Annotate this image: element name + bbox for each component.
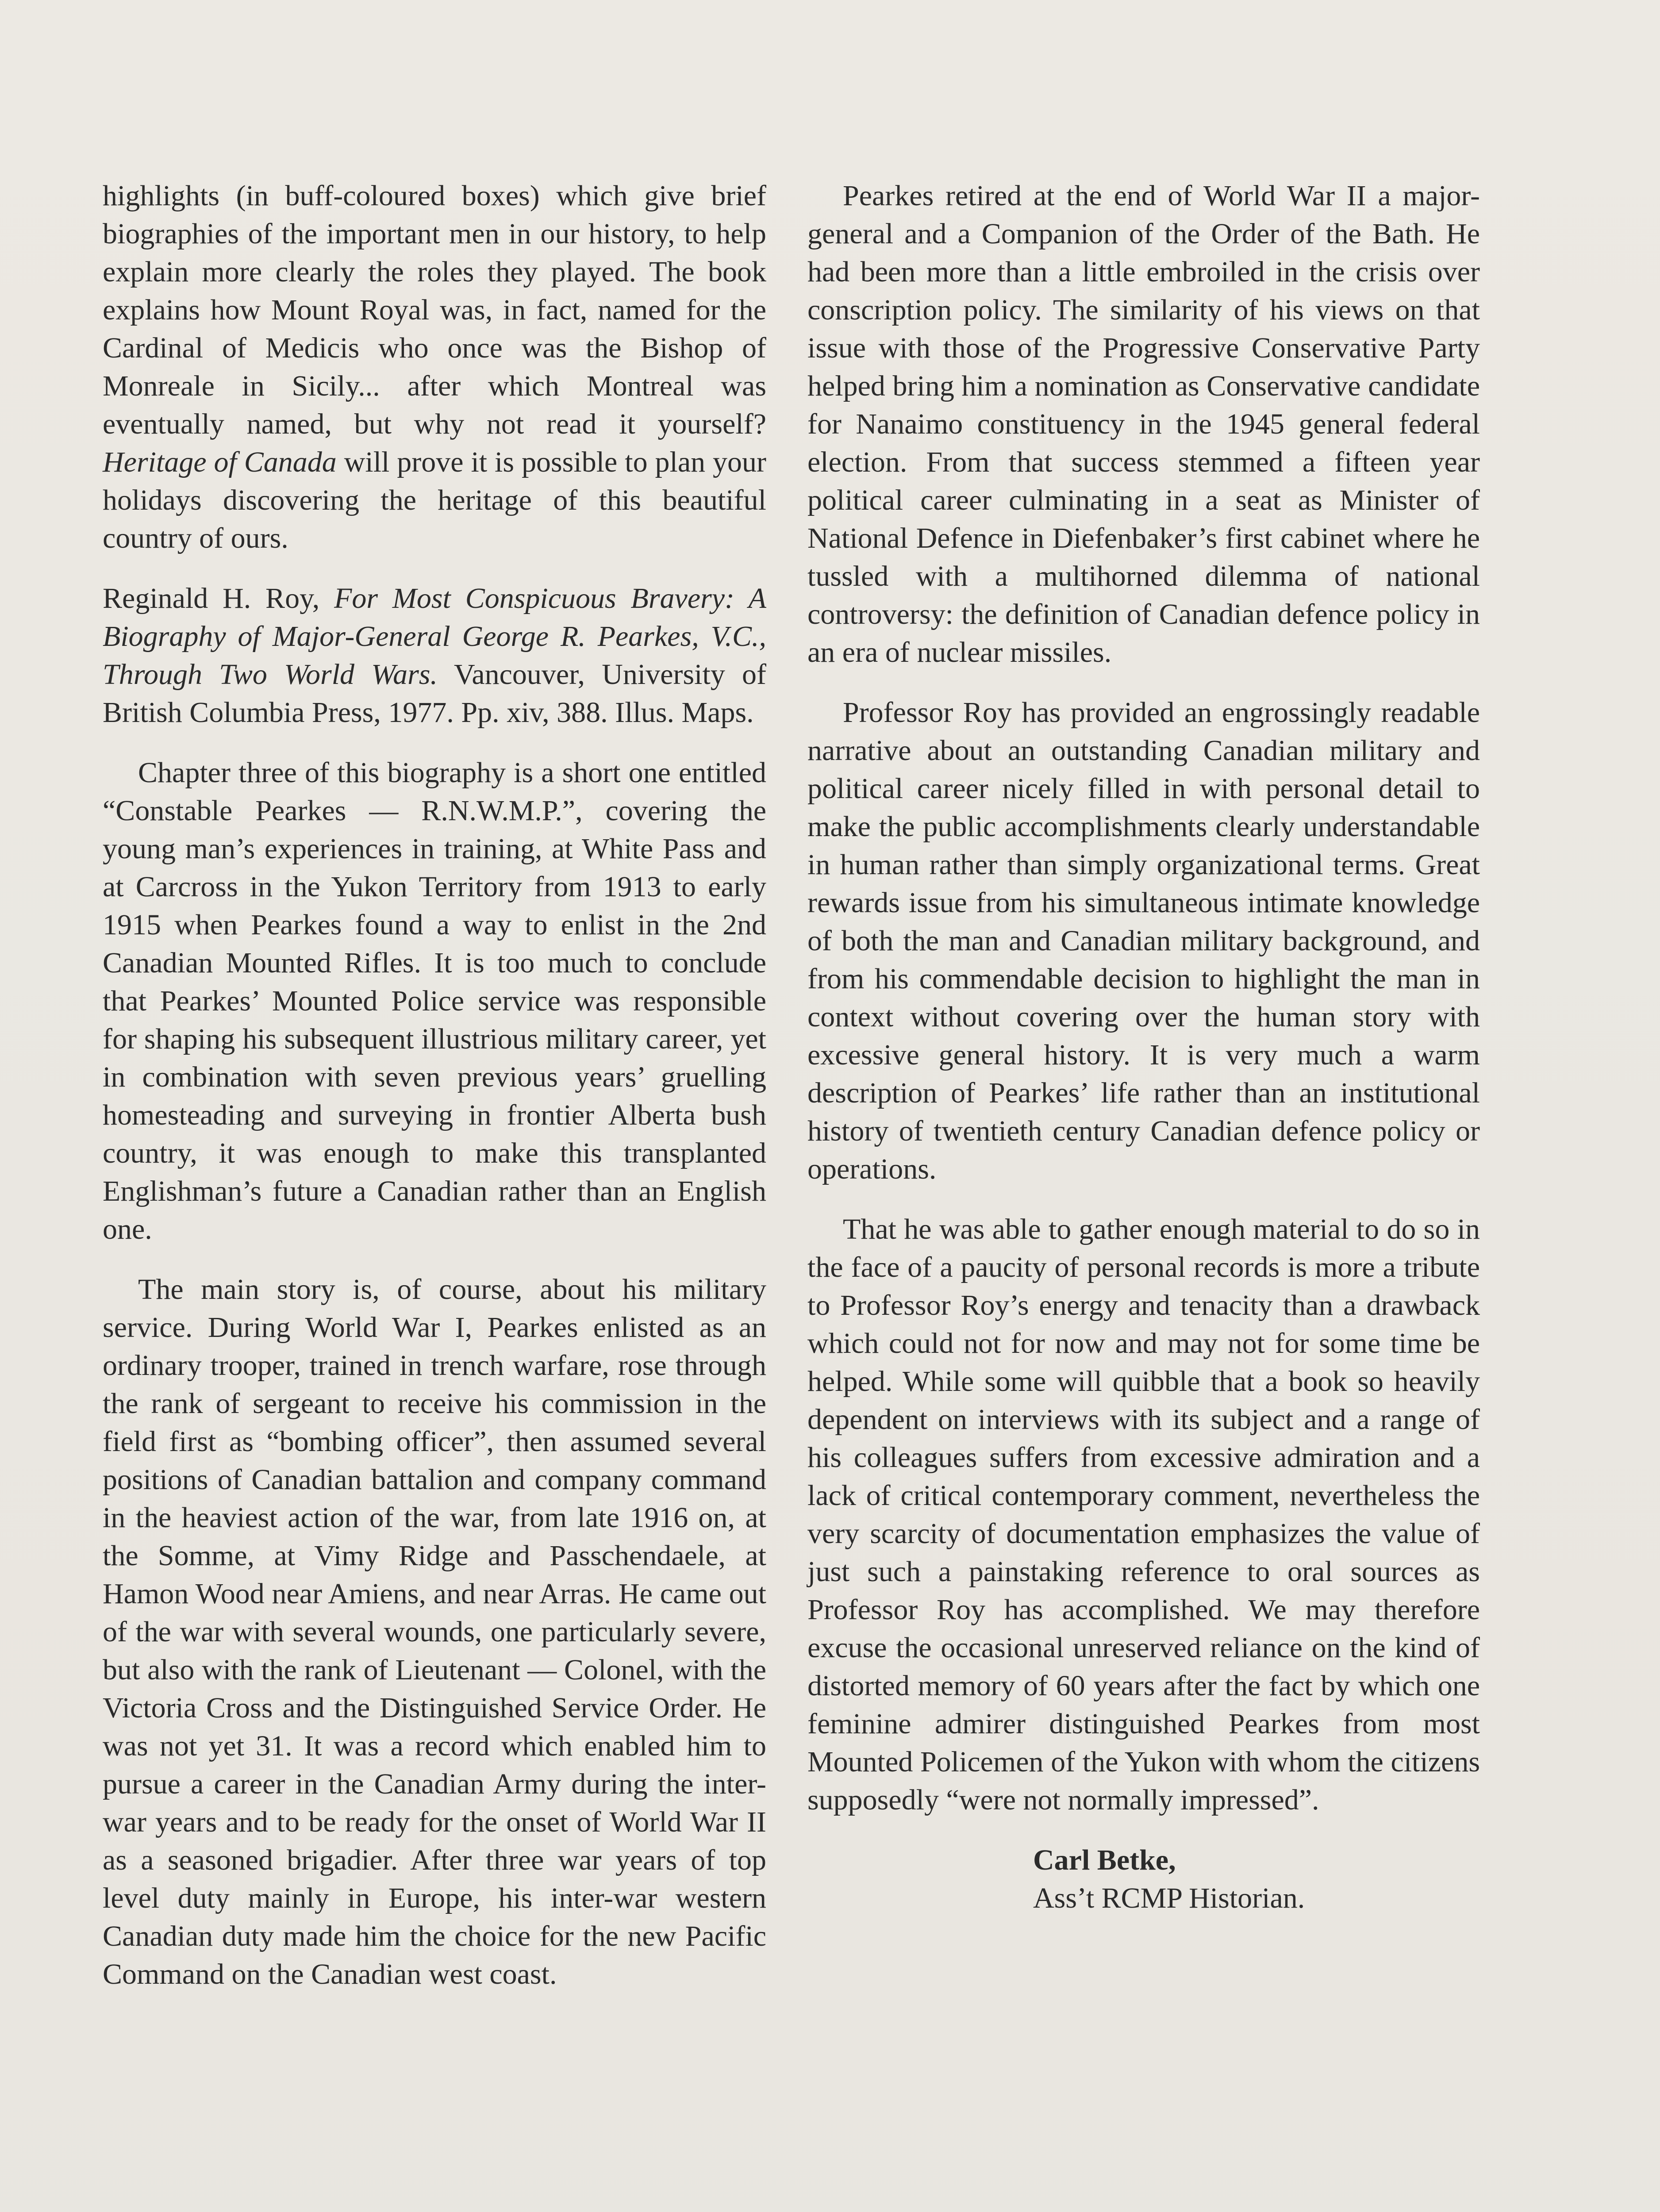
- citation-title: For Most Conspicuous Bravery: A Biography of Major-General George R. Pearkes, V.C., Through Two World Wars.: [103, 582, 766, 691]
- left-column: [103, 177, 766, 2016]
- article-paragraph: [103, 177, 766, 557]
- book-citation: [103, 580, 766, 732]
- right-column: [807, 177, 1480, 1917]
- article-paragraph: Pearkes retired at the end of World War II a major-general and a Companion of the Order of the Bath. He had been more than a little embroiled in the crisis over conscription policy. The similarity of his views on that issue with those of the Progressive Conservative Party helped bring him a nomination as Conservative candidate for Nanaimo constituency in the 1945 general federal election. From that success stemmed a fifteen year political career culminating in a seat as Minister of National Defence in Diefenbaker’s first cabinet where he tussled with a multihorned dilemma of national controversy: the definition of Canadian defence policy in an era of nuclear missiles.: [807, 180, 1480, 668]
- citation-publisher: Vancouver, University of British Columbia Press, 1977. Pp. xiv, 388. Illus. Maps.: [103, 658, 766, 729]
- paragraph-text: highlights (in buff-coloured boxes) which give brief biographies of the important men in our history, to help explain more clearly the roles they played. The book explains how Mount Royal was, in fact, named for the Cardinal of Medicis who once was the Bishop of Monreale in Sicily... after which Montreal was eventually named, but why not read it yourself?: [103, 180, 766, 440]
- reviewer-title: Ass’t RCMP Historian.: [1033, 1882, 1305, 1914]
- article-paragraph: That he was able to gather enough material to do so in the face of a paucity of personal records is more a tribute to Professor Roy’s energy and tenacity than a drawback which could not for now and may not for some time be helped. While some will quibble that a book so heavily dependent on interviews with its subject and a range of his colleagues suffers from excessive admiration and a lack of critical contemporary comment, nevertheless the very scarcity of documentation emphasizes the value of just such a painstaking reference to oral sources as Professor Roy has accomplished. We may therefore excuse the occasional unreserved reliance on the kind of distorted memory of 60 years after the fact by which one feminine admirer distinguished Pearkes from most Mounted Policemen of the Yukon with whom the citizens supposedly “were not normally impressed”.: [807, 1213, 1480, 1816]
- reviewer-name: Carl Betke,: [1033, 1844, 1176, 1876]
- paragraph-text: will prove it is possible to plan your holidays discovering the heritage of this beautiful country of ours.: [103, 446, 766, 554]
- reviewer-signature: [1033, 1841, 1480, 1917]
- article-paragraph: Chapter three of this biography is a short one entitled “Constable Pearkes — R.N.W.M.P.”, covering the young man’s experiences in training, at White Pass and at Carcross in the Yukon Territory from 1913 to early 1915 when Pearkes found a way to enlist in the 2nd Canadian Mounted Rifles. It is too much to conclude that Pearkes’ Mounted Police service was responsible for shaping his subsequent illustrious military career, yet in combination with seven previous years’ gruelling homesteading and surveying in frontier Alberta bush country, it was enough to make this transplanted Englishman’s future a Canadian rather than an English one.: [103, 757, 766, 1245]
- article-paragraph: Professor Roy has provided an engrossingly readable narrative about an outstanding Canadian military and political career nicely filled in with personal detail to make the public accomplishments clearly understandable in human rather than simply organizational terms. Great rewards issue from his simultaneous intimate knowledge of both the man and Canadian military background, and from his commendable decision to highlight the man in context without covering over the human story with excessive general history. It is very much a warm description of Pearkes’ life rather than an institutional history of twentieth century Canadian defence policy or operations.: [807, 696, 1480, 1185]
- article-paragraph: The main story is, of course, about his military service. During World War I, Pearkes enlisted as an ordinary trooper, trained in trench warfare, rose through the rank of sergeant to receive his commission in the field first as “bombing officer”, then assumed several positions of Canadian battalion and company command in the heaviest action of the war, from late 1916 on, at the Somme, at Vimy Ridge and Passchendaele, at Hamon Wood near Amiens, and near Arras. He came out of the war with several wounds, one particularly severe, but also with the rank of Lieutenant — Colonel, with the Victoria Cross and the Distinguished Service Order. He was not yet 31. It was a record which enabled him to pursue a career in the Canadian Army during the inter-war years and to be ready for the onset of World War II as a seasoned brigadier. After three war years of top level duty mainly in Europe, his inter-war western Canadian duty made him the choice for the new Pacific Command on the Canadian west coast.: [103, 1273, 766, 1990]
- citation-author: Reginald H. Roy,: [103, 582, 334, 614]
- book-title: Heritage of Canada: [103, 446, 337, 478]
